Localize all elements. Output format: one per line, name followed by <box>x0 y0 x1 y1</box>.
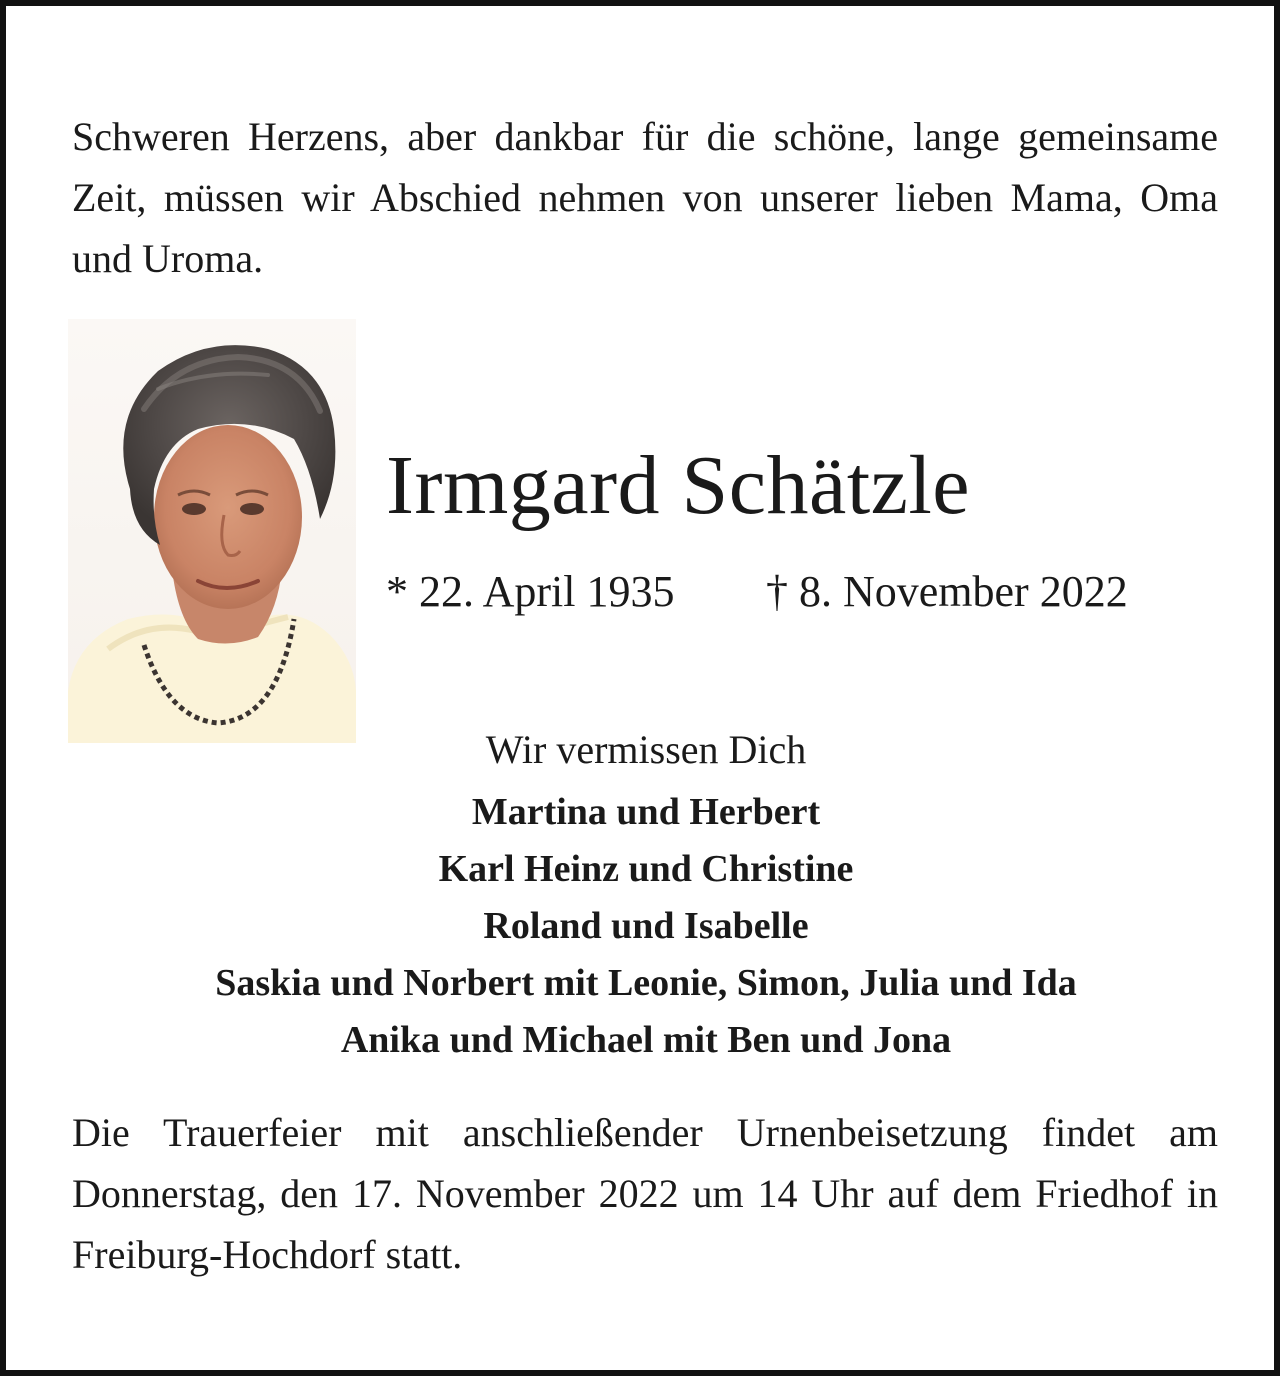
mourner-line: Karl Heinz und Christine <box>438 848 854 890</box>
mourner-line: Martina und Herbert <box>471 791 821 833</box>
deceased-name: Irmgard Schätzle <box>386 439 971 532</box>
mourners-list <box>46 784 1246 1069</box>
mourner-line: Roland und Isabelle <box>483 905 809 947</box>
mourner-line: Saskia und Norbert mit Leonie, Simon, Julia und Ida <box>215 962 1077 1004</box>
birth-date: * 22. April 1935 <box>386 567 675 616</box>
portrait-photo <box>68 319 356 743</box>
mourner-line: Anika und Michael mit Ben und Jona <box>340 1019 952 1061</box>
funeral-service-text: Die Trauerfeier mit anschließender Urnenbeisetzung findet am Donnerstag, den 17. November 2022 um 14 Uhr auf dem Friedhof in Freiburg-Hochdorf statt. <box>72 1110 1218 1277</box>
death-date: † 8. November 2022 <box>766 567 1128 616</box>
intro-text: Schweren Herzens, aber dankbar für die schöne, lange gemeinsame Zeit, müssen wir Abschied nehmen von unserer lieben Mama, Oma und Uroma. <box>72 114 1218 281</box>
closing-line: Wir vermissen Dich <box>485 727 807 772</box>
